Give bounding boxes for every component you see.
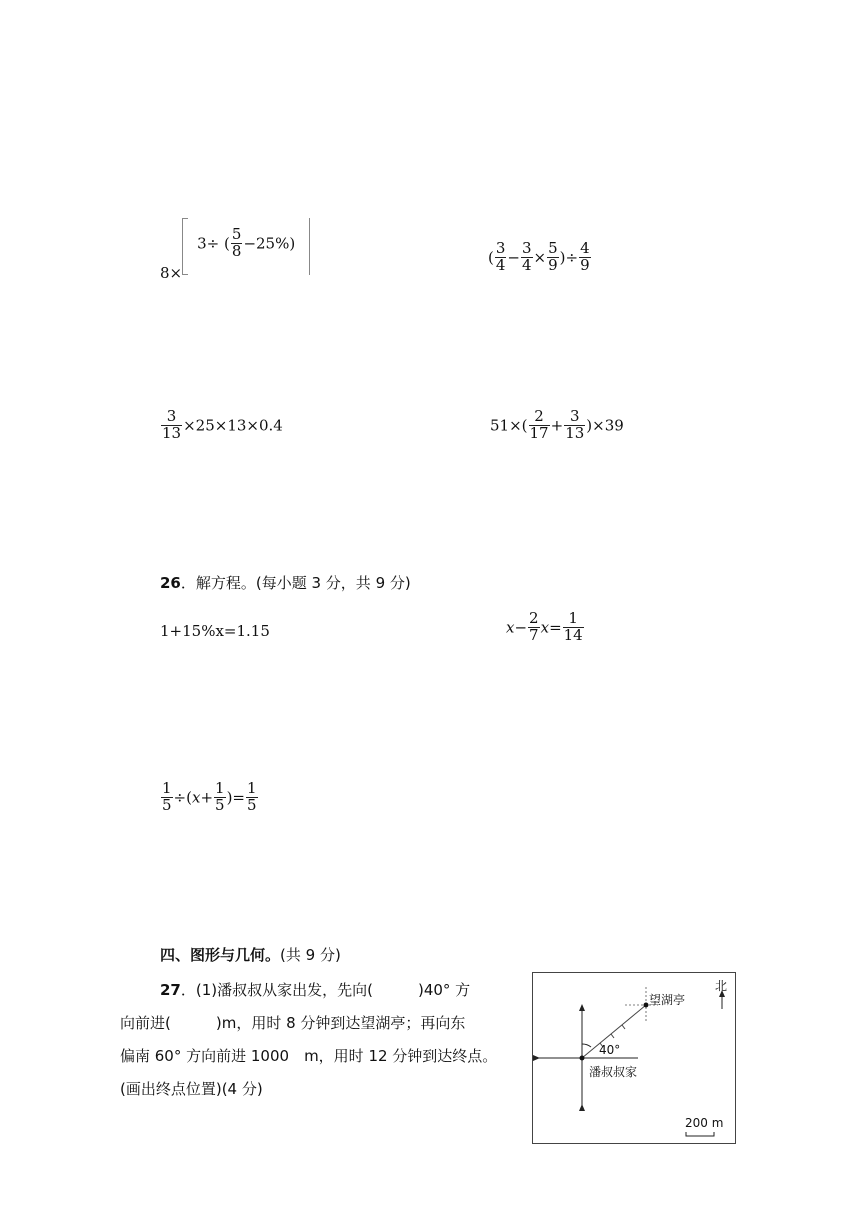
q27-line-3: 偏南 60° 方向前进 1000 m，用时 12 分钟到达终点。	[120, 1047, 498, 1065]
q27-line-4: (画出终点位置)(4 分)	[120, 1080, 263, 1098]
fraction: $\frac{3}{4}$	[495, 239, 506, 274]
question-27-text	[120, 974, 498, 1106]
square-bracket	[182, 218, 310, 275]
fraction: $\frac{2}{17}$	[529, 407, 549, 442]
scale-label: 200 m	[685, 1116, 724, 1130]
variable: x	[191, 788, 201, 807]
expr-op: −	[514, 618, 528, 637]
expr-lead: 8×	[160, 264, 183, 283]
fraction: $\frac{3}{13}$	[162, 407, 182, 442]
q27-line-2: 向前进( )m，用时 8 分钟到达望湖亭；再向东	[120, 1014, 466, 1032]
north-label: 北	[715, 979, 728, 993]
fraction: $\frac{5}{9}$	[548, 239, 558, 274]
fraction: $\frac{1}{5}$	[215, 779, 225, 814]
scale-bar	[686, 1132, 714, 1136]
equation-2	[506, 609, 585, 645]
fraction: $\frac{3}{4}$	[521, 239, 532, 274]
section-title: 四、图形与几何。	[160, 946, 281, 964]
variable: x	[506, 618, 515, 637]
expression-1	[160, 218, 310, 283]
question-number: 26	[160, 574, 181, 592]
question-number: 27	[160, 981, 181, 999]
expr-op: −	[507, 248, 520, 267]
expr-paren: (	[488, 248, 494, 267]
home-point	[580, 1056, 585, 1061]
expr-text: 3÷	[197, 234, 220, 253]
expr-op: )=	[226, 788, 245, 807]
question-title: ．解方程。(每小题 3 分，共 9 分)	[180, 574, 411, 592]
equation-1	[160, 622, 270, 640]
expr-text: ×25×13×0.4	[183, 416, 283, 435]
fraction: $\frac{1}{5}$	[246, 779, 257, 814]
fraction: $\frac{3}{13}$	[565, 407, 585, 442]
fraction: $\frac{5}{8}$	[231, 225, 242, 260]
expr-op: +	[550, 416, 564, 435]
expr-text: )×39	[586, 416, 624, 435]
section-points: (共 9 分)	[280, 946, 341, 964]
expr-op: )÷	[559, 248, 579, 267]
expr-op: ×	[533, 248, 547, 267]
fraction: $\frac{1}{14}$	[563, 609, 583, 644]
expression-4	[490, 407, 624, 443]
expression-3	[160, 407, 283, 443]
variable: x	[540, 618, 550, 637]
equation-text: 1+15%x=1.15	[160, 622, 270, 640]
fraction: $\frac{1}{5}$	[162, 779, 172, 814]
question-26-heading	[160, 572, 411, 593]
expr-op: =	[549, 618, 562, 637]
fraction: $\frac{2}{7}$	[529, 609, 539, 644]
pavilion-label: 望湖亭	[649, 993, 686, 1007]
expr-text: 51×(	[490, 416, 528, 435]
angle-label: 40°	[599, 1043, 621, 1057]
expr-op: ÷(	[173, 788, 192, 807]
home-label: 潘叔叔家	[589, 1065, 638, 1079]
expression-2	[488, 239, 592, 275]
pavilion-point	[644, 1003, 649, 1008]
q27-line-text: ．(1)潘叔叔从家出发，先向( )40° 方	[180, 981, 471, 999]
direction-diagram	[532, 972, 736, 1144]
expr-op: +	[200, 788, 214, 807]
expr-paren: (	[224, 234, 230, 253]
expr-text: −25%	[243, 234, 290, 253]
expr-paren: )	[289, 234, 296, 253]
fraction: $\frac{4}{9}$	[580, 239, 590, 274]
section-4-heading	[160, 944, 341, 965]
angle-arc	[582, 1044, 591, 1047]
equation-3	[160, 779, 259, 815]
q27-line-1	[160, 974, 497, 1007]
